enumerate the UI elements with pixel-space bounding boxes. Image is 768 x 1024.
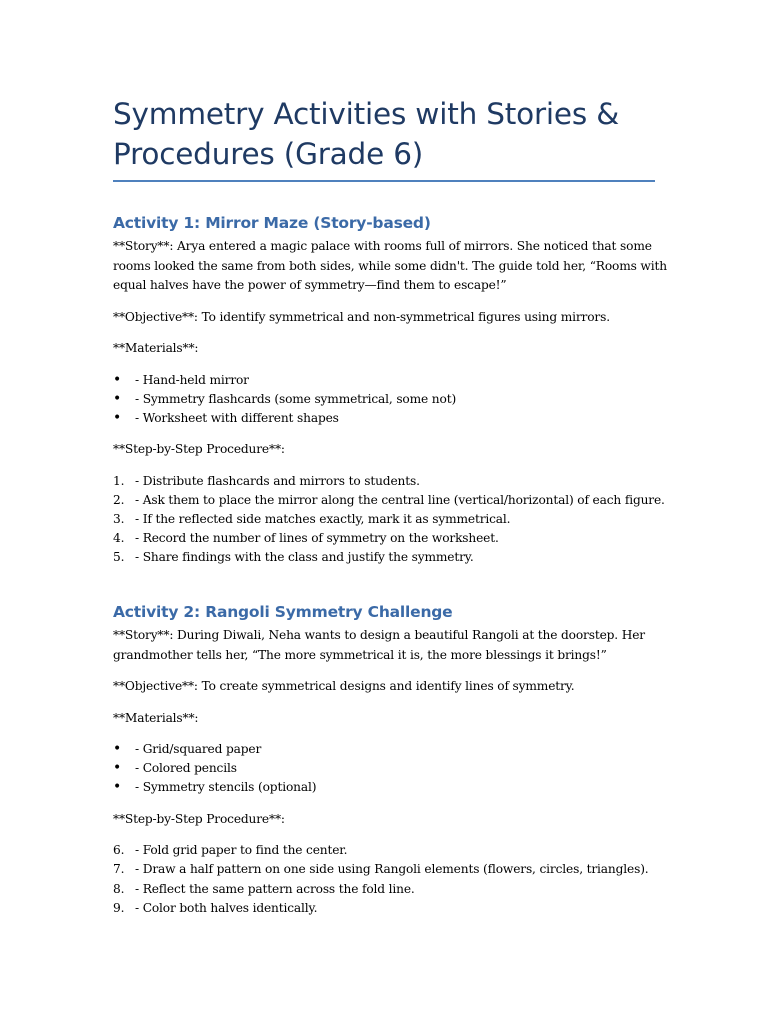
list-item: [113, 371, 673, 390]
material-text: - Symmetry stencils (optional): [135, 780, 317, 795]
activity-2-materials-label: **Materials**:: [113, 710, 199, 725]
list-item: [113, 390, 673, 409]
activity-2-heading: Activity 2: Rangoli Symmetry Challenge: [113, 603, 453, 621]
step-text: - If the reflected side matches exactly, mark it as symmetrical.: [135, 512, 511, 527]
bullet-icon: •: [113, 760, 122, 777]
list-item: [113, 759, 673, 778]
step-number: 3.: [113, 512, 125, 527]
step-number: 7.: [113, 862, 125, 877]
list-item: [113, 409, 673, 428]
material-text: - Worksheet with different shapes: [135, 410, 339, 425]
list-item: [113, 740, 673, 759]
list-item: [113, 510, 673, 529]
material-text: - Symmetry flashcards (some symmetrical, some not): [135, 391, 457, 406]
bullet-icon: •: [113, 371, 122, 388]
activity-1-story: **Story**: Arya entered a magic palace with rooms full of mirrors. She noticed that some rooms looked the same from both sides, while some didn't. The guide told her, “Rooms with equal halves have the power of symmetry—find them to escape!”: [113, 239, 667, 292]
title-underline: [113, 180, 655, 182]
step-text: - Fold grid paper to find the center.: [135, 843, 348, 858]
step-number: 8.: [113, 881, 125, 896]
list-item: [113, 880, 673, 899]
step-text: - Color both halves identically.: [135, 900, 318, 915]
step-text: - Share findings with the class and justify the symmetry.: [135, 550, 474, 565]
activity-2-section: [113, 602, 673, 930]
bullet-icon: •: [113, 390, 122, 407]
activity-1-procedure-label: **Step-by-Step Procedure**:: [113, 442, 285, 457]
step-number: 9.: [113, 900, 125, 915]
step-text: - Ask them to place the mirror along the central line (vertical/horizontal) of each figure.: [135, 492, 665, 507]
material-text: - Hand-held mirror: [135, 372, 249, 387]
list-item: [113, 860, 673, 879]
activity-1-heading: Activity 1: Mirror Maze (Story-based): [113, 214, 431, 232]
list-item: [113, 548, 673, 567]
list-item: [113, 491, 673, 510]
list-item: [113, 529, 673, 548]
activity-2-story: **Story**: During Diwali, Neha wants to design a beautiful Rangoli at the doorstep. Her grandmother tells her, “The more symmetrical it is, the more blessings it brings!”: [113, 628, 645, 662]
step-number: 4.: [113, 531, 125, 546]
activity-2-procedure-label: **Step-by-Step Procedure**:: [113, 811, 285, 826]
list-item: [113, 899, 673, 918]
step-text: - Reflect the same pattern across the fold line.: [135, 881, 415, 896]
activity-1-materials-list: [113, 371, 673, 429]
list-item: [113, 778, 673, 797]
activity-2-objective: **Objective**: To create symmetrical designs and identify lines of symmetry.: [113, 679, 575, 693]
bullet-icon: •: [113, 779, 122, 796]
step-text: - Distribute flashcards and mirrors to students.: [135, 473, 420, 488]
activity-1-section: [113, 213, 673, 580]
step-number: 1.: [113, 473, 125, 488]
step-text: - Record the number of lines of symmetry on the worksheet.: [135, 531, 499, 546]
document-title: Symmetry Activities with Stories & Procedures (Grade 6): [113, 97, 620, 171]
activity-2-steps-list: [113, 841, 673, 918]
activity-1-steps-list: [113, 472, 673, 568]
step-number: 5.: [113, 550, 125, 565]
list-item: [113, 841, 673, 860]
step-number: 6.: [113, 843, 125, 858]
list-item: [113, 472, 673, 491]
activity-2-materials-list: [113, 740, 673, 798]
material-text: - Colored pencils: [135, 761, 237, 776]
step-number: 2.: [113, 492, 125, 507]
step-text: - Draw a half pattern on one side using Rangoli elements (flowers, circles, triangles).: [135, 862, 649, 877]
activity-1-objective: **Objective**: To identify symmetrical and non-symmetrical figures using mirrors.: [113, 309, 610, 324]
activity-1-materials-label: **Materials**:: [113, 341, 199, 355]
bullet-icon: •: [113, 741, 122, 757]
material-text: - Grid/squared paper: [135, 742, 262, 756]
bullet-icon: •: [113, 409, 122, 426]
